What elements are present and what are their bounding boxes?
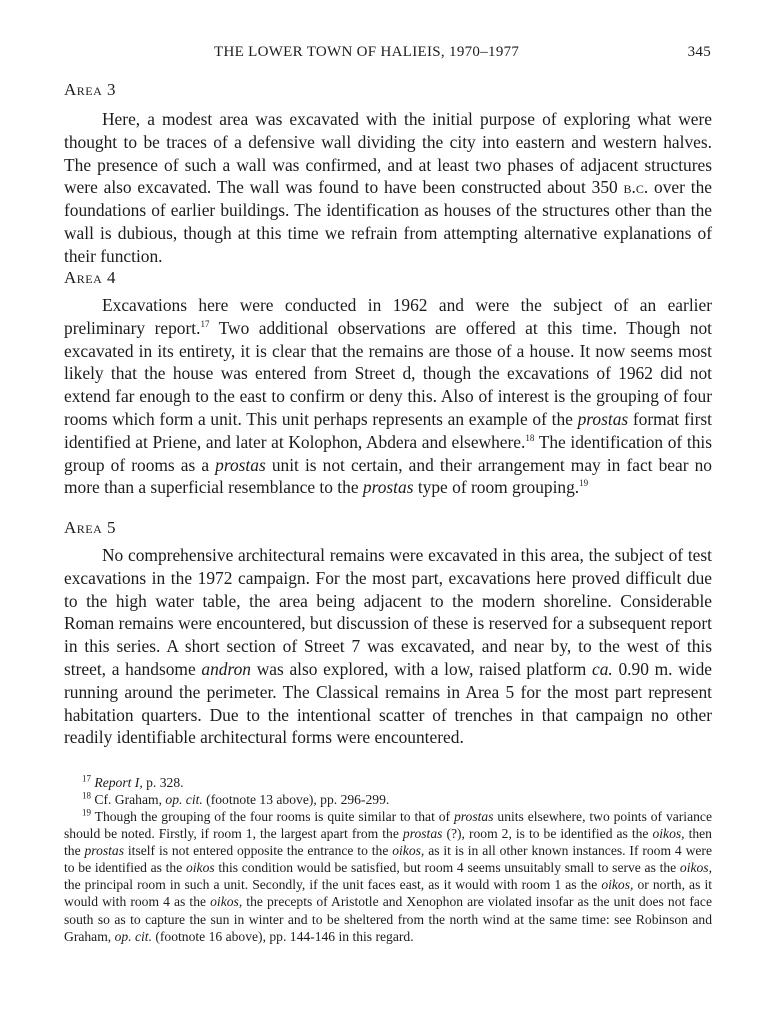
footnote-17: $^{17}$ Report I, p. 328.: [82, 773, 184, 790]
footnote-ref-19: 19: [579, 478, 589, 489]
area-5-heading: Area 5: [64, 518, 117, 537]
area-4-heading: Area 4: [64, 268, 117, 287]
footnote-19: $^{19}$ Though the grouping of the four rooms is quite similar to that of prostas units elsewhere, two points of variance should be noted. Firstly, if room 1, the largest apart from the prostas (?), room 2, is to be identified as the oikos, then the prostas itself is not entered opposite the entrance to the oikos, as it is in all other known instances. If room 4 were to be identified as the oikos this condition would be satisfied, but room 4 seems unsuitably small to serve as the oikos, the principal room in such a unit. Secondly, if the unit faces east, as it would with room 1 as the oikos, or north, as it would with room 4 as the oikos, the precepts of Aristotle and Xenophon are violated insofar as the unit does not face south so as to capture the sun in winter and to be sheltered from the north wind at the same time: see Robinson and Graham, op. cit. (footnote 16 above), pp. 144-146 in this regard.: [64, 807, 712, 944]
footnote-ref-17: 17: [200, 319, 210, 329]
running-head: [64, 44, 711, 68]
footnote-18: $^{18}$ Cf. Graham, op. cit. (footnote 13 above), pp. 296-299.: [82, 790, 390, 807]
area-4-paragraph: Excavations here were conducted in 1962 and were the subject of an earlier preliminary report.$^{17}$ Two additional observations are offered at this time. Though not excavated in its entirety, it is clear that the remains are those of a house. It now seems most likely that the house was entered from Street d, though the excavations of 1962 did not extend far enough to the east to confirm or deny this. Also of interest is the grouping of four rooms which form a unit. This unit perhaps represents an example of the prostas format first identified at Priene, and later at Kolophon, Abdera and elsewhere.$^{18}$ The identification of this group of rooms as a prostas unit is not certain, and their arrangement may in fact bear no more than a superficial resemblance to the prostas type of room grouping.$^{19}$: [64, 295, 712, 498]
running-title: THE LOWER TOWN OF HALIEIS, 1970–1977: [214, 44, 520, 60]
page-number: 345: [687, 44, 711, 60]
footnote-ref-18: 18: [525, 432, 535, 443]
area-5-paragraph: No comprehensive architectural remains were excavated in this area, the subject of test excavations in the 1972 campaign. For the most part, excavations here proved difficult due to the high water table, the area being adjacent to the modern shoreline. Considerable Roman remains were encountered, but discussion of these is reserved for a subsequent report in this series. A short section of Street 7 was excavated, and near by, to the west of this street, a handsome andron was also explored, with a low, raised platform ca. 0.90 m. wide running around the perimeter. The Classical remains in Area 5 for the most part represent habitation quarters. Due to the intentional scatter of trenches in that campaign no other readily identifiable architectural forms were encountered.: [64, 545, 712, 748]
area-3-paragraph: Here, a modest area was excavated with the initial purpose of exploring what were thought to be traces of a defensive wall dividing the city into eastern and western halves. The presence of such a wall was confirmed, and at least two phases of adjacent structures were also excavated. The wall was found to have been constructed about 350 b.c. over the foundations of earlier buildings. The identification as houses of the structures other than the wall is dubious, though at this time we refrain from attempting alternative explanations of their function.: [64, 109, 712, 266]
area-3-heading: Area 3: [64, 80, 117, 99]
